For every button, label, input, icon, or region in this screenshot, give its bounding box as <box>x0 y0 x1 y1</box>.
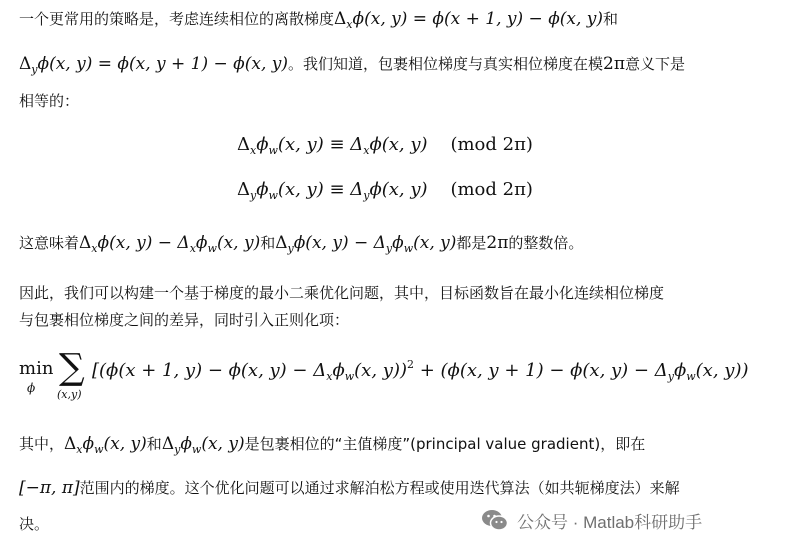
text: 。我们知道，包裹相位梯度与真实相位梯度在模 <box>288 55 604 73</box>
paragraph-1 <box>19 8 618 36</box>
math-2pi: 2π <box>603 54 626 74</box>
paragraph-4: 这意味着$\Delta_x\phi(x$, $y) - \Delta_x\phi_w(x$, y)和$\Delta_y\phi(x$, $y) - \Delta_y\phi_w(x$, y)都是2π的整数倍。 <box>19 233 584 255</box>
text: 一个更常用的策略是，考虑连续相位的离散梯度 <box>19 10 335 28</box>
optimization-equation <box>19 348 798 404</box>
math-diff-x: $\Delta_x\phi(x$, $y) - \Delta_x\phi_w(x$, y) <box>79 233 261 255</box>
min-subscript: ϕ <box>27 381 36 395</box>
math-principal-x: $\Delta_x\phi_w(x$, y) <box>64 434 147 456</box>
paragraph-8: 决。 <box>19 515 50 533</box>
paragraph-5-line-1: 因此，我们可以构建一个基于梯度的最小二乘优化问题，其中，目标函数旨在最小化连续相位梯度 <box>19 284 665 302</box>
math-delta-x-phi: $\Delta_x\phi(x$, y) = ϕ(x + 1, y) − ϕ(x, y) <box>334 9 604 31</box>
objective-body: [(ϕ(x + 1, y) − ϕ(x, $y) - \Delta_x\phi_w(x$, y))$^2$ + (ϕ(x, y + 1) − ϕ(x, $y) - \Delta_y\phi_w(x$, y)) <box>92 358 749 383</box>
text: 和 <box>603 10 619 28</box>
math-diff-y: $\Delta_y\phi(x$, $y) - \Delta_y\phi_w(x$, y) <box>275 233 457 255</box>
paragraph-5-line-2: 与包裹相位梯度之间的差异，同时引入正则化项： <box>19 311 350 329</box>
math-delta-y-phi: $\Delta_y\phi(x$, y) = ϕ(x, y + 1) − ϕ(x, y) <box>19 54 289 76</box>
sum-operator: ∑ <box>59 348 85 388</box>
text: 意义下是 <box>625 55 686 73</box>
watermark <box>481 506 781 534</box>
paragraph-2 <box>19 53 685 81</box>
sum-subscript: (x,y) <box>57 388 82 401</box>
math-interval: [−π, π] <box>19 478 80 498</box>
paragraph-7: [−π, π]范围内的梯度。这个优化问题可以通过求解泊松方程或使用迭代算法（如共轭梯度法）来解 <box>19 478 680 498</box>
watermark-text: 公众号 · Matlab科研助手 <box>517 513 703 532</box>
equation-1: $\Delta_x\phi_w(x$, $y) \equiv \Delta_x\phi(x$, y) (mod 2π) <box>237 134 533 157</box>
text: 相等的： <box>19 92 80 110</box>
min-operator: min <box>19 358 54 379</box>
paragraph-3 <box>19 90 79 112</box>
math-principal-y: $\Delta_y\phi_w(x$, y) <box>161 434 245 456</box>
equation-2: $\Delta_y\phi_w(x$, $y) \equiv \Delta_y\phi(x$, y) (mod 2π) <box>237 179 533 202</box>
paragraph-6: 其中，$\Delta_x\phi_w(x$, y)和$\Delta_y\phi_w(x$, y)是包裹相位的“主值梯度”(principal value gradient)，即在 <box>19 434 646 456</box>
wechat-icon <box>481 508 509 532</box>
